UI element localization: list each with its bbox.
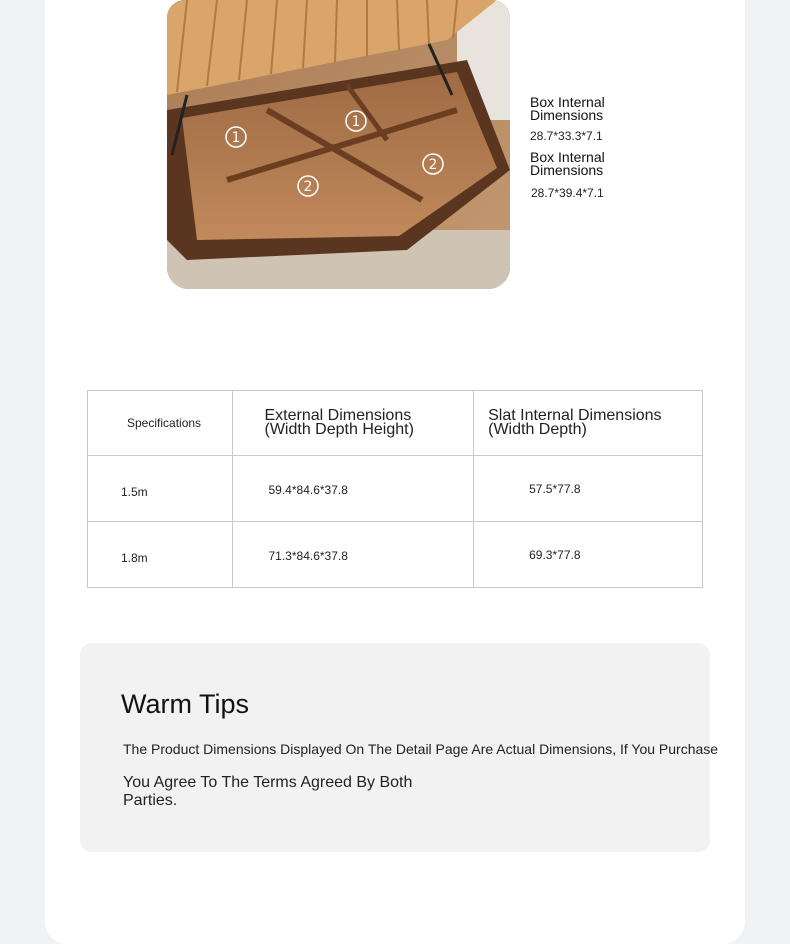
compartment-marker-1: 1 (231, 130, 241, 146)
compartment-marker-2b: 2 (428, 157, 438, 173)
header-external-dimensions-text: External Dimensions (Width Depth Height) (264, 407, 414, 438)
table-row (88, 456, 703, 522)
compartment-marker-2: 2 (303, 179, 313, 195)
cell-slat: 57.5*77.8 (474, 456, 703, 522)
cell-size: 1.8m (88, 522, 233, 588)
cell-external: 71.3*84.6*37.8 (232, 522, 474, 588)
header-slat-internal-dimensions-text: Slat Internal Dimensions (Width Depth) (488, 407, 662, 438)
cell-slat: 69.3*77.8 (474, 522, 703, 588)
warm-tips-text-line1: The Product Dimensions Displayed On The Detail Page Are Actual Dimensions, If You Purchase (123, 741, 719, 757)
box-dimension-value: 28.7*39.4*7.1 (531, 186, 604, 200)
cell-external: 59.4*84.6*37.8 (232, 456, 474, 522)
header-slat-internal-dimensions (474, 391, 703, 456)
table-header-row (88, 391, 703, 456)
box-dimension-2 (530, 151, 640, 200)
warm-tips-box (80, 643, 719, 852)
table-row (88, 522, 703, 588)
warm-tips-text-line2: You Agree To The Terms Agreed By Both Parties. (123, 774, 413, 809)
box-dimension-value: 28.7*33.3*7.1 (530, 129, 603, 143)
box-dimension-1 (530, 96, 640, 143)
header-external-dimensions (232, 391, 474, 456)
warm-tips-title: Warm Tips (121, 689, 249, 719)
header-specifications: Specifications (88, 391, 233, 456)
compartment-marker-1b: 1 (351, 114, 361, 130)
cell-size: 1.5m (88, 456, 233, 522)
specifications-table (87, 390, 703, 588)
box-dimension-label: Box Internal Dimensions (530, 149, 605, 178)
storage-bed-photo (167, 0, 510, 289)
box-dimension-label: Box Internal Dimensions (530, 94, 605, 123)
